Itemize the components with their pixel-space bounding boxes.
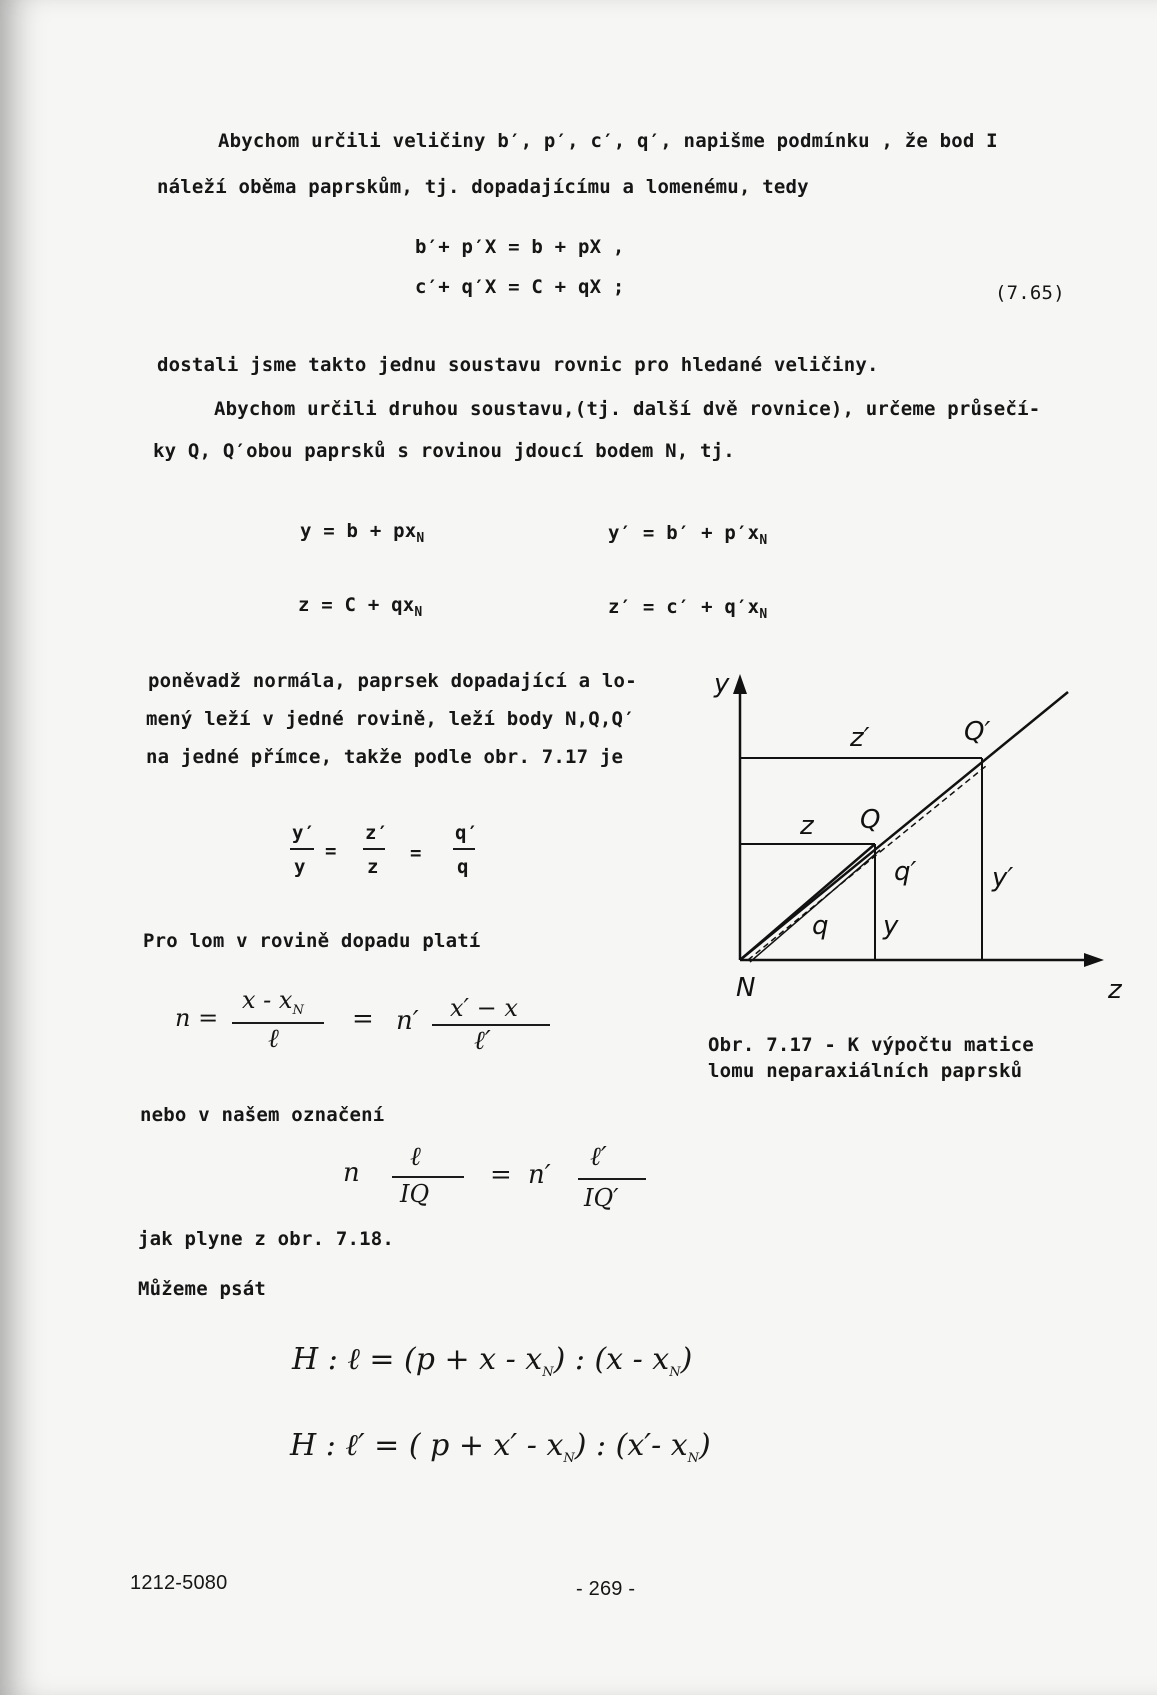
eq-n-bar2 (432, 1024, 550, 1026)
equation-z-prime: $z' = c' + q'x_N$ (608, 596, 768, 622)
ratio-bar-3 (453, 848, 475, 850)
ratio-equals-2: = (410, 842, 422, 864)
para1-line1: Abychom určili veličiny b′, p′, c′, q′, napišme podmínku , že bod I (218, 130, 998, 152)
eq-q-equals: = (490, 1160, 512, 1190)
eq-q-nprime: n′ (528, 1160, 551, 1190)
q-prime-dashed-line (880, 766, 986, 852)
page-number: - 269 - (576, 1578, 636, 1600)
label-Q: Q (860, 805, 881, 835)
label-Q-prime: Q′ (964, 717, 991, 747)
label-y-segment: y (883, 911, 899, 941)
equation-z: $z = C + qx_N$ (298, 594, 423, 620)
ratio-den-3: q (457, 856, 469, 878)
para3-line1: Abychom určili druhou soustavu,(tj. další dvě rovnice), určeme průsečí- (214, 398, 1041, 420)
eq-h1: H : ℓ = $(p + x - x_N)$ : $(x - x_N)$ (292, 1342, 693, 1380)
label-z: z (800, 811, 814, 841)
eq-n-den1: ℓ (268, 1024, 279, 1054)
eq-n-num2: x′ − x (450, 994, 518, 1022)
label-z-axis: z (1108, 975, 1122, 1005)
para8: Můžeme psát (138, 1278, 267, 1300)
eq-n-num1: x - $x_N$ (242, 986, 304, 1018)
eq765-line1: b′+ p′X = b + pX , (415, 236, 625, 258)
para3-line2: ky Q, Q′obou paprsků s rovinou jdoucí bodem N, tj. (153, 440, 735, 462)
ratio-den-1: y (294, 856, 306, 878)
label-y-prime-segment: y′ (992, 863, 1014, 893)
eq-n-nprime: n′ (396, 1006, 419, 1036)
equation-y: $y = b + px_N$ (300, 520, 425, 546)
para4-line3: na jedné přímce, takže podle obr. 7.17 je (146, 746, 624, 768)
eq-h2: H : ℓ′ = ( $p + x' - x_N$) : (x′- $x_N$) (290, 1428, 711, 1466)
label-q: q (812, 911, 829, 941)
eq-q-bar2 (578, 1178, 646, 1180)
ratio-num-3: q′ (455, 822, 479, 844)
equation-y-prime: $y' = b' + p'x_N$ (608, 522, 768, 548)
para4-line2: mený leží v jedné rovině, leží body N,Q,Q′ (146, 708, 635, 730)
label-N: N (736, 973, 756, 1003)
eq-q-num2: ℓ′ (590, 1142, 607, 1172)
eq-q-den2: IQ′ (584, 1184, 619, 1212)
footer-code: 1212-5080 (130, 1572, 228, 1594)
para4-line1: poněvadž normála, paprsek dopadající a lo- (148, 670, 637, 692)
label-z-prime: z′ (850, 723, 870, 753)
para2: dostali jsme takto jednu soustavu rovnic pro hledané veličiny. (157, 354, 879, 376)
ratio-equals-1: = (325, 840, 337, 862)
eq765-line2: c′+ q′X = C + qX ; (415, 276, 625, 298)
para1-line2: náleží oběma paprskům, tj. dopadajícímu a lomenému, tedy (157, 176, 809, 198)
eq-q-den1: IQ (400, 1180, 430, 1208)
eq-n-den2: ℓ′ (474, 1026, 491, 1056)
ratio-num-2: z′ (365, 822, 389, 844)
equation-number: (7.65) (995, 282, 1065, 304)
eq-n-equals: = (352, 1004, 374, 1034)
ratio-num-1: y′ (292, 822, 316, 844)
q-dashed-line (748, 852, 880, 960)
eq-q-num1: ℓ (410, 1142, 421, 1172)
label-q-prime: q′ (894, 857, 917, 887)
ratio-bar-1 (290, 848, 314, 850)
para7: jak plyne z obr. 7.18. (138, 1228, 395, 1250)
incident-ray-line (740, 844, 875, 960)
ratio-bar-2 (363, 848, 385, 850)
ray-shadow-line (750, 850, 880, 962)
label-y-axis: y (714, 669, 730, 699)
caption-line1: Obr. 7.17 - K výpočtu matice (708, 1034, 1034, 1056)
para6: nebo v našem označení (140, 1104, 385, 1126)
figure-7-17 (700, 670, 1120, 1010)
para5: Pro lom v rovině dopadu platí (143, 930, 481, 952)
caption-line2: lomu neparaxiálních paprsků (708, 1060, 1023, 1082)
eq-q-n: n (343, 1158, 360, 1188)
refracted-ray-line (740, 692, 1068, 960)
z-axis-arrow-icon (1084, 953, 1104, 967)
eq-n-lhs: n = (175, 1004, 219, 1032)
y-axis-arrow-icon (733, 674, 747, 694)
eq-q-bar1 (392, 1176, 464, 1178)
ratio-den-2: z (367, 856, 379, 878)
